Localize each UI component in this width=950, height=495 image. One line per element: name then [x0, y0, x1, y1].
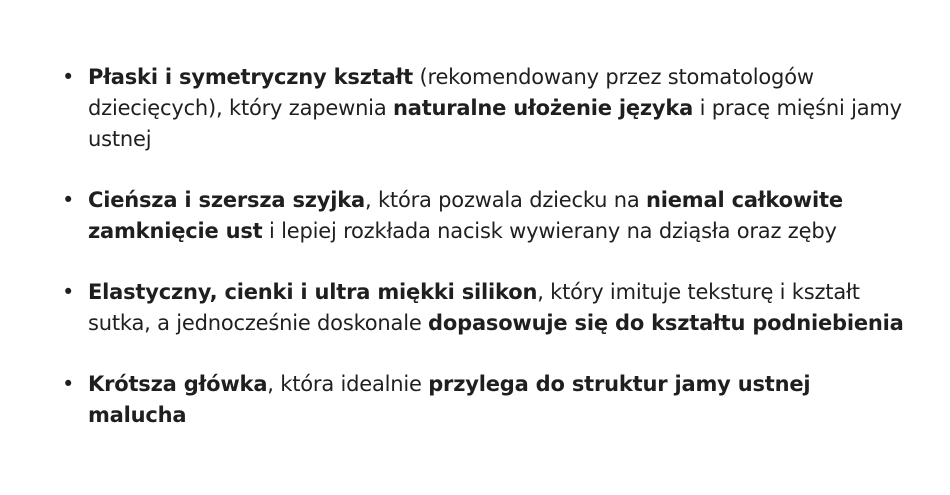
text-segment: (rekomendowany przez stomatologów dziecięcych), który zapewnia — [88, 65, 814, 120]
list-item — [62, 369, 914, 431]
text-segment-bold: Elastyczny, cienki i ultra miękki silikon — [88, 280, 538, 304]
text-segment-bold: Cieńsza i szersza szyjka — [88, 188, 365, 212]
list-item-text — [88, 369, 914, 431]
text-segment-bold: naturalne ułożenie języka — [392, 96, 694, 120]
list-item — [62, 62, 914, 155]
list-item — [62, 277, 914, 339]
text-segment-bold: Krótsza główka — [88, 372, 268, 396]
bullet-icon: • — [62, 372, 75, 396]
bullet-icon: • — [62, 65, 75, 89]
bullet-icon: • — [62, 280, 75, 304]
list-item-text — [88, 277, 914, 339]
text-segment-bold: Płaski i symetryczny kształt — [88, 65, 413, 89]
feature-list — [62, 62, 914, 431]
text-segment-bold: przylega do struktur jamy ustnej malucha — [88, 372, 811, 427]
text-segment-bold: niemal całkowite zamknięcie ust — [88, 188, 843, 243]
bullet-icon: • — [62, 188, 75, 212]
text-segment: i lepiej rozkłada nacisk wywierany na dziąsła oraz zęby — [262, 219, 837, 243]
list-item-text — [88, 62, 914, 155]
list-item-text — [88, 185, 914, 247]
text-segment: , która idealnie — [267, 372, 429, 396]
text-segment: , która pozwala dziecku na — [365, 188, 647, 212]
list-item — [62, 185, 914, 247]
text-segment-bold: dopasowuje się do kształtu podniebienia — [428, 311, 904, 335]
text-segment: i pracę mięśni jamy ustnej — [88, 96, 902, 151]
text-segment: , który imituje teksturę i kształt sutka, a jednocześnie doskonale — [88, 280, 860, 335]
